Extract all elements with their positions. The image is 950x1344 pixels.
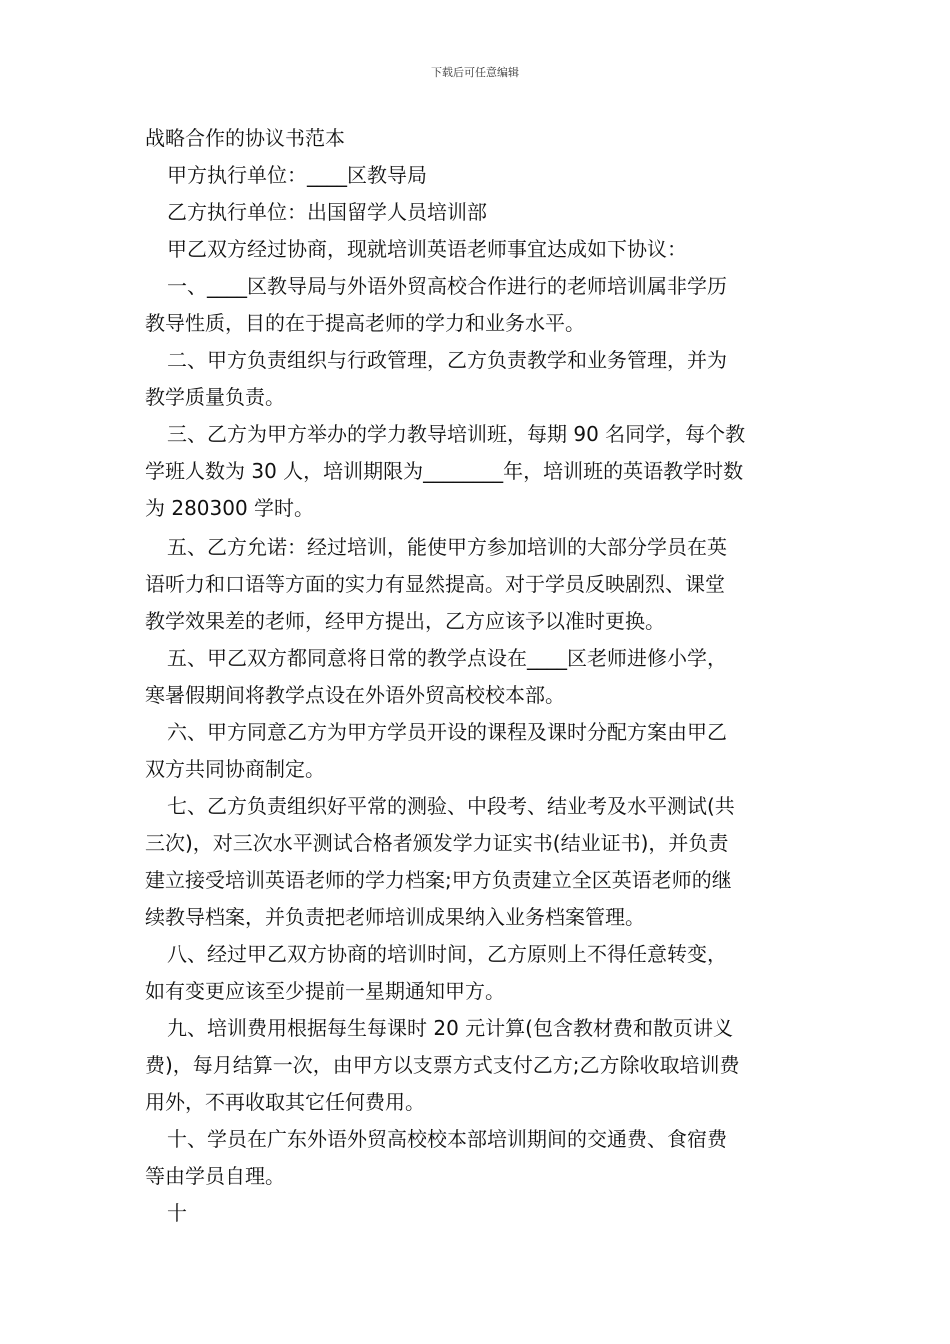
clause-5a-line-2: 语听力和口语等方面的实力有显然提高。对于学员反映剧烈、课堂: [145, 572, 725, 596]
clause-10-line-1: 十、学员在广东外语外贸高校校本部培训期间的交通费、食宿费: [167, 1127, 727, 1151]
clause-7-line-1: 七、乙方负责组织好平常的测验、中段考、结业考及水平测试(共: [167, 794, 735, 818]
party-a-line: 甲方执行单位：____区教导局: [167, 163, 427, 187]
page-header-note: 下载后可任意编辑: [431, 66, 519, 79]
document-body: [145, 120, 805, 1232]
clause-6-line-2: 双方共同协商制定。: [145, 757, 325, 781]
clause-5b-line-1: 五、甲乙双方都同意将日常的教学点设在____区老师进修小学，: [167, 646, 727, 670]
clause-11-start: 十: [167, 1201, 187, 1225]
clause-8-line-2: 如有变更应该至少提前一星期通知甲方。: [145, 979, 505, 1003]
clause-5b-line-2: 寒暑假期间将教学点设在外语外贸高校校本部。: [145, 683, 565, 707]
clause-1-line-1: 一、____区教导局与外语外贸高校合作进行的老师培训属非学历: [167, 274, 727, 298]
clause-3-line-3: 为 280300 学时。: [145, 496, 315, 520]
party-b-line: 乙方执行单位：出国留学人员培训部: [167, 200, 487, 224]
clause-6-line-1: 六、甲方同意乙方为甲方学员开设的课程及课时分配方案由甲乙: [167, 720, 727, 744]
clause-3-line-2: 学班人数为 30 人，培训期限为________年，培训班的英语教学时数: [145, 459, 744, 483]
intro-line: 甲乙双方经过协商，现就培训英语老师事宜达成如下协议：: [167, 237, 687, 261]
clause-7-line-2: 三次)，对三次水平测试合格者颁发学力证实书(结业证书)，并负责: [145, 831, 729, 855]
clause-9-line-3: 用外，不再收取其它任何费用。: [145, 1090, 425, 1114]
document-title: 战略合作的协议书范本: [145, 126, 345, 150]
clause-3-line-1: 三、乙方为甲方举办的学力教导培训班，每期 90 名同学，每个教: [167, 422, 746, 446]
clause-2-line-1: 二、甲方负责组织与行政管理，乙方负责教学和业务管理，并为: [167, 348, 727, 372]
clause-9-line-1: 九、培训费用根据每生每课时 20 元计算(包含教材费和散页讲义: [167, 1016, 733, 1040]
clause-7-line-3: 建立接受培训英语老师的学力档案;甲方负责建立全区英语老师的继: [145, 868, 732, 892]
clause-5a-line-1: 五、乙方允诺：经过培训，能使甲方参加培训的大部分学员在英: [167, 535, 727, 559]
clause-7-line-4: 续教导档案，并负责把老师培训成果纳入业务档案管理。: [145, 905, 645, 929]
clause-2-line-2: 教学质量负责。: [145, 385, 285, 409]
clause-8-line-1: 八、经过甲乙双方协商的培训时间，乙方原则上不得任意转变，: [167, 942, 727, 966]
clause-10-line-2: 等由学员自理。: [145, 1164, 285, 1188]
clause-9-line-2: 费)，每月结算一次，由甲方以支票方式支付乙方;乙方除收取培训费: [145, 1053, 740, 1077]
clause-5a-line-3: 教学效果差的老师，经甲方提出，乙方应该予以准时更换。: [145, 609, 665, 633]
clause-1-line-2: 教导性质，目的在于提高老师的学力和业务水平。: [145, 311, 585, 335]
